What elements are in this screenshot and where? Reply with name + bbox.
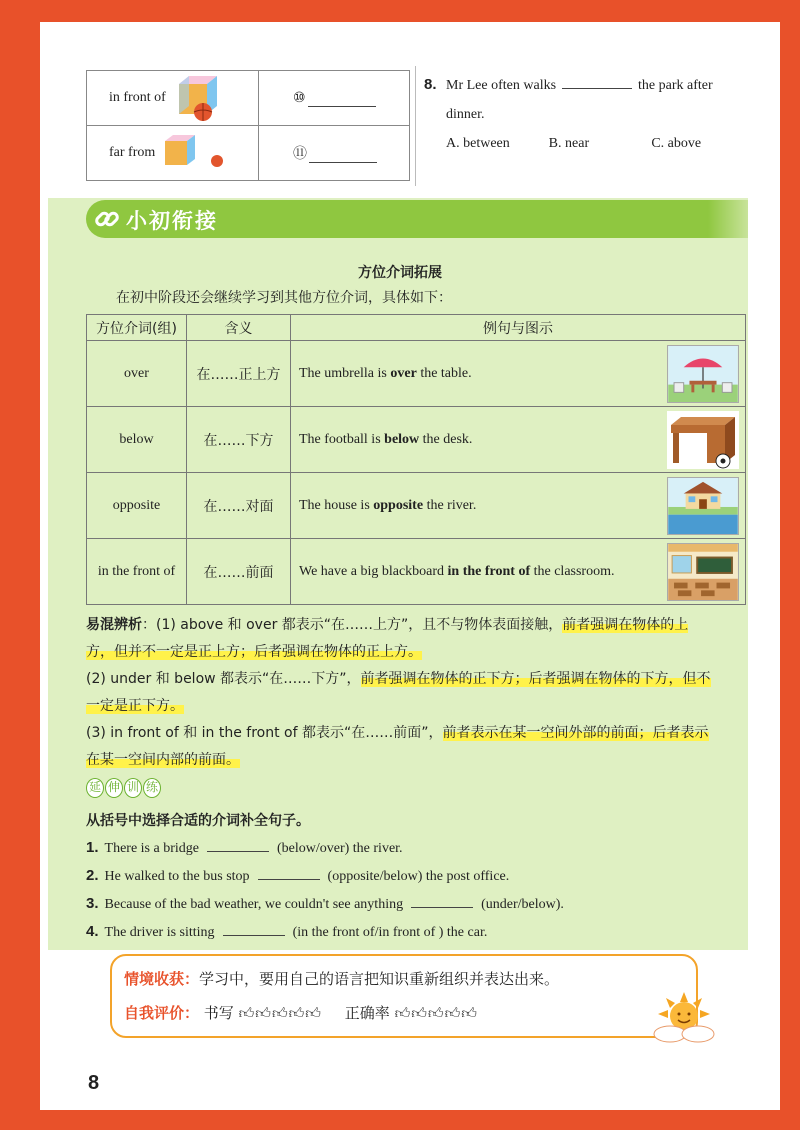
answer-number: ⑪	[293, 147, 307, 162]
cell-preposition: in the front of	[87, 539, 187, 605]
preposition-table	[86, 314, 746, 605]
exercise-blank[interactable]	[223, 922, 285, 936]
answer-blank[interactable]	[309, 149, 377, 163]
option-a[interactable]: A. between	[446, 136, 510, 151]
exercise-instruction: 从括号中选择合适的介词补全句子。	[86, 813, 310, 829]
situation-gain-label: 情境收获：	[124, 970, 200, 988]
exercise-blank[interactable]	[411, 894, 473, 908]
question-text-line2: dinner.	[446, 107, 485, 122]
header-preposition: 方位介词(组)	[87, 315, 187, 341]
highlight-text: 在某一空间内部的前面。	[86, 752, 240, 768]
table-row	[87, 539, 746, 605]
thumbs-up-icon[interactable]: 👍︎👍︎👍︎👍︎👍︎	[394, 1004, 478, 1022]
highlight-text: 前者强调在物体的上	[562, 617, 689, 633]
cell-preposition: over	[87, 341, 187, 407]
self-eval-label: 自我评价：	[124, 1004, 200, 1022]
exercise-item: 1. There is a bridge (below/over) the river.	[86, 839, 403, 856]
question-number: 8.	[424, 76, 437, 93]
cell-meaning: 在……前面	[187, 539, 291, 605]
cell-meaning: 在……对面	[187, 473, 291, 539]
example-text: We have a big blackboard	[299, 563, 445, 579]
exercise-blank[interactable]	[258, 866, 320, 880]
example-text: The umbrella is	[299, 365, 387, 381]
note-3: (3) in front of 和 in the front of 都表示“在……前面”，前者表示在某一空间外部的前面；后者表示 在某一空间内部的前面。	[86, 725, 709, 768]
example-text-end: the table.	[420, 365, 472, 381]
note-2: (2) under 和 below 都表示“在……下方”，前者强调在物体的正下方；后者强调在物体的下方，但不 一定是正下方。	[86, 671, 711, 714]
answer-blank[interactable]	[308, 93, 376, 107]
table-row	[87, 126, 410, 181]
writing-label: 书写	[203, 1004, 234, 1022]
self-evaluation-box	[110, 954, 698, 1038]
situation-gain-text: 学习中，要用自己的语言把知识重新组织并表达出来。	[199, 970, 560, 988]
position-table	[86, 70, 410, 181]
accuracy-label: 正确率	[344, 1004, 390, 1022]
exercise-item: 3. Because of the bad weather, we couldn't see anything (under/below).	[86, 895, 564, 912]
thumbs-up-icon[interactable]: 👍︎👍︎👍︎👍︎👍︎	[238, 1004, 322, 1022]
answer-number: ⑩	[293, 90, 306, 106]
banner-title: 小初衔接	[126, 209, 218, 233]
example-keyword: opposite	[373, 497, 424, 513]
exercise-item: 4. The driver is sitting (in the front of/in front of ) the car.	[86, 923, 488, 940]
cube-ball-front-icon	[169, 72, 225, 124]
column-divider	[415, 66, 416, 186]
desk-football-illustration	[667, 411, 739, 469]
exercise-item: 2. He walked to the bus stop (opposite/below) the post office.	[86, 867, 510, 884]
classroom-blackboard-illustration	[667, 543, 739, 601]
question-text-after: the park after	[638, 78, 713, 93]
header-example: 例句与图示	[291, 315, 746, 341]
cell-preposition: below	[87, 407, 187, 473]
note-label: 易混辨析	[86, 617, 142, 633]
cell-preposition: opposite	[87, 473, 187, 539]
highlight-text: 前者强调在物体的正下方；后者强调在物体的下方，但不	[360, 671, 711, 687]
answer-options	[446, 129, 754, 158]
umbrella-table-illustration	[667, 345, 739, 403]
sun-cloud-icon	[648, 992, 720, 1044]
house-river-illustration	[667, 477, 739, 535]
example-keyword: over	[390, 365, 417, 381]
table-header-row	[87, 315, 746, 341]
exercise-blank[interactable]	[207, 838, 269, 852]
example-text-end: the classroom.	[533, 563, 615, 579]
table-row	[87, 407, 746, 473]
question-8	[424, 70, 754, 158]
row-label: far from	[109, 145, 156, 161]
section-intro: 在初中阶段还会继续学习到其他方位介词，具体如下：	[116, 290, 452, 306]
example-text-end: the desk.	[422, 431, 473, 447]
page-number: 8	[88, 1072, 100, 1094]
question-blank[interactable]	[562, 75, 632, 89]
section-subtitle: 方位介词拓展	[358, 265, 442, 281]
question-text: Mr Lee often walks	[446, 78, 557, 93]
table-row	[87, 71, 410, 126]
cell-meaning: 在……下方	[187, 407, 291, 473]
highlight-text: 前者表示在某一空间外部的前面；后者表示	[442, 725, 709, 741]
row-label: in front of	[109, 90, 166, 106]
cell-meaning: 在……正上方	[187, 341, 291, 407]
highlight-text: 一定是正下方。	[86, 698, 184, 714]
extension-tag: 延 伸 训 练	[86, 778, 166, 800]
chain-link-icon	[94, 206, 120, 232]
example-text: The house is	[299, 497, 370, 513]
table-row	[87, 341, 746, 407]
option-b[interactable]: B. near	[548, 136, 590, 151]
section-banner	[86, 200, 746, 238]
example-text-end: the river.	[426, 497, 477, 513]
header-meaning: 含义	[187, 315, 291, 341]
cube-ball-far-icon	[159, 131, 229, 175]
note-1: 易混辨析：(1) above 和 over 都表示“在……上方”，且不与物体表面接触，前者强调在物体的上 方，但并不一定是正上方；后者强调在物体的正上方。	[86, 617, 689, 660]
highlight-text: 方，但并不一定是正上方；后者强调在物体的正上方。	[86, 644, 422, 660]
example-text: The football is	[299, 431, 381, 447]
table-row	[87, 473, 746, 539]
example-keyword: below	[384, 431, 420, 447]
example-keyword: in the front of	[447, 563, 531, 579]
option-c[interactable]: C. above	[651, 136, 702, 151]
